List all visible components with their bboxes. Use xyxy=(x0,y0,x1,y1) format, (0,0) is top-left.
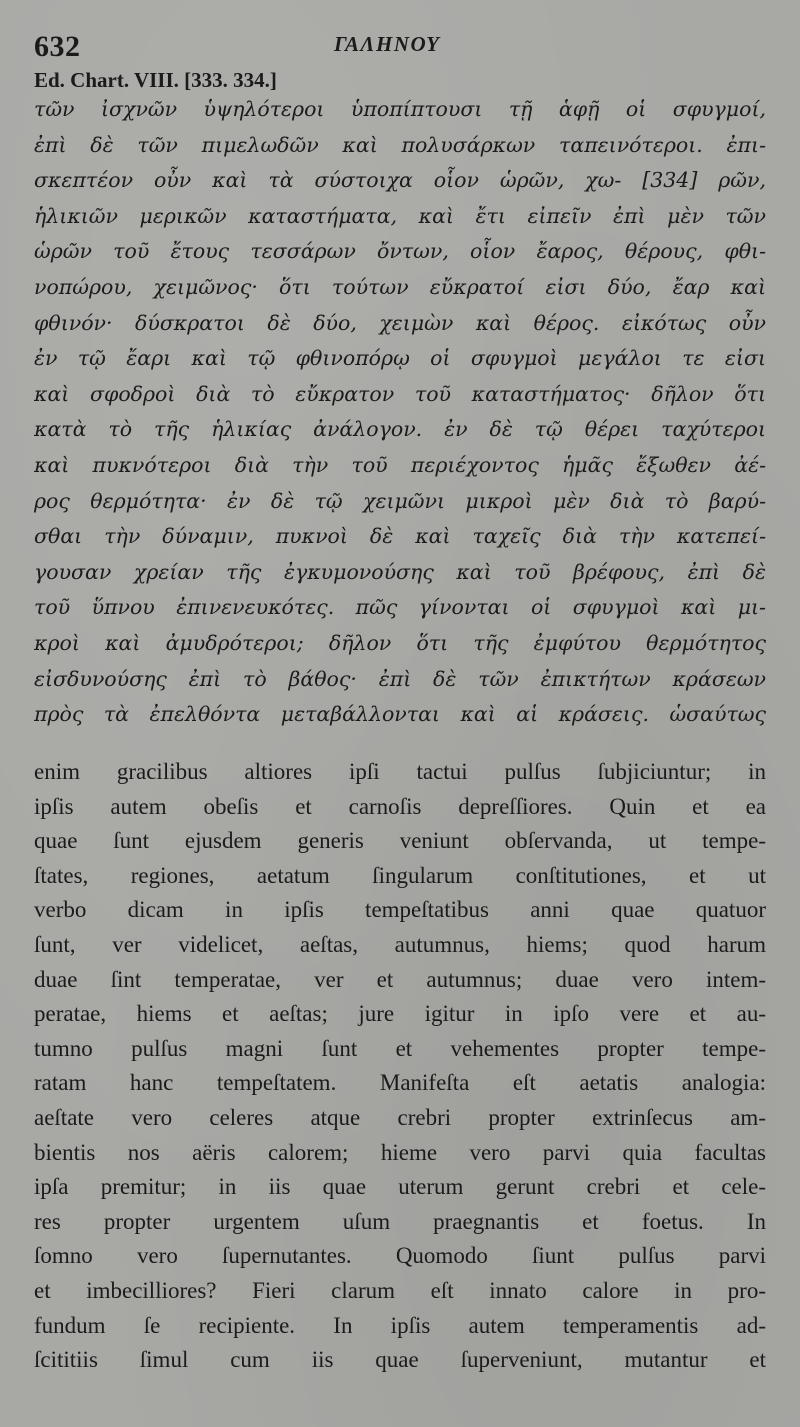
latin-text-line: verbo dicam in ipſis tempeſtatibus anni quae quatuor xyxy=(34,897,766,923)
greek-text-line: φθινόν· δύσκρατοι δὲ δύο, χειμὼν καὶ θέρος. εἰκότως οὖν xyxy=(34,310,766,335)
latin-text-line: ſcititiis ſimul cum iis quae ſuperveniunt, mutantur et xyxy=(34,1347,766,1373)
page-header xyxy=(34,30,764,66)
latin-text-line: ſunt, ver videlicet, aeſtas, autumnus, hiems; quod harum xyxy=(34,931,766,957)
greek-text-line: καὶ πυκνότεροι διὰ τὴν τοῦ περιέχοντος ἡμᾶς ἔξωθεν ἀέ- xyxy=(34,452,766,477)
running-title: ΓΑΛΗΝΟΥ xyxy=(334,32,441,56)
edition-reference: Ed. Chart. VIII. [333. 334.] xyxy=(34,68,277,92)
greek-text-line: γουσαν χρείαν τῆς ἐγκυμονούσης καὶ τοῦ βρέφους, ἐπὶ δὲ xyxy=(34,559,766,584)
greek-text-line: πρὸς τὰ ἐπελθόντα μεταβάλλονται καὶ αἱ κράσεις. ὡσαύτως xyxy=(34,702,766,727)
greek-text-line: τῶν ἰσχνῶν ὑψηλότεροι ὑποπίπτουσι τῇ ἁφῇ οἱ σφυγμοί, xyxy=(34,97,766,121)
latin-text-line: ſomno vero ſupernutantes. Quomodo ſiunt pulſus parvi xyxy=(34,1243,766,1269)
greek-text-line: κροὶ καὶ ἀμυδρότεροι; δῆλον ὅτι τῆς ἐμφύτου θερμότητος xyxy=(34,630,766,655)
greek-text-line: ἐπὶ δὲ τῶν πιμελωδῶν καὶ πολυσάρκων ταπεινότεροι. ἐπι- xyxy=(34,132,766,157)
greek-text-block xyxy=(34,92,766,733)
latin-text-line: ipſa premitur; in iis quae uterum gerunt crebri et cele- xyxy=(34,1174,766,1200)
greek-text-line: ρος θερμότητα· ἐν δὲ τῷ χειμῶνι μικροὶ μὲν διὰ τὸ βαρύ- xyxy=(34,488,766,513)
latin-text-line: ipſis autem obeſis et carnoſis depreſſiores. Quin et ea xyxy=(34,793,766,819)
page-number: 632 xyxy=(34,30,81,63)
greek-text-line: σκεπτέον οὖν καὶ τὰ σύστοιχα οἷον ὡρῶν, χω- [334] ρῶν, xyxy=(34,168,766,193)
greek-text-line: νοπώρου, χειμῶνος· ὅτι τούτων εὔκρατοί εἰσι δύο, ἔαρ καὶ xyxy=(34,274,766,299)
latin-text-line: ratam hanc tempeſtatem. Manifeſta eſt aetatis analogia: xyxy=(34,1070,766,1096)
latin-text-line: tumno pulſus magni ſunt et vehementes propter tempe- xyxy=(34,1035,766,1061)
greek-text-line: ἡλικιῶν μερικῶν καταστήματα, καὶ ἔτι εἰπεῖν ἐπὶ μὲν τῶν xyxy=(34,203,766,228)
greek-text-line: ἐν τῷ ἔαρι καὶ τῷ φθινοπόρῳ οἱ σφυγμοὶ μεγάλοι τε εἰσι xyxy=(34,346,766,371)
latin-text-line: fundum ſe recipiente. In ipſis autem temperamentis ad- xyxy=(34,1312,766,1338)
greek-text-line: σθαι τὴν δύναμιν, πυκνοὶ δὲ καὶ ταχεῖς διὰ τὴν κατεπεί- xyxy=(34,524,766,549)
latin-text-line: peratae, hiems et aeſtas; jure igitur in ipſo vere et au- xyxy=(34,1001,766,1027)
greek-text-line: κατὰ τὸ τῆς ἡλικίας ἀνάλογον. ἐν δὲ τῷ θέρει ταχύτεροι xyxy=(34,417,766,442)
greek-text-line: τοῦ ὕπνου ἐπινενευκότες. πῶς γίνονται οἱ σφυγμοὶ καὶ μι- xyxy=(34,595,766,620)
latin-text-line: ſtates, regiones, aetatum ſingularum conſtitutiones, et ut xyxy=(34,862,766,888)
latin-text-block xyxy=(34,755,766,1378)
latin-text-line: res propter urgentem uſum praegnantis et foetus. In xyxy=(34,1208,766,1234)
greek-text-line: ὡρῶν τοῦ ἔτους τεσσάρων ὄντων, οἷον ἔαρος, θέρους, φθι- xyxy=(34,239,766,264)
latin-text-line: et imbecilliores? Fieri clarum eſt innato calore in pro- xyxy=(34,1277,766,1303)
greek-text-line: καὶ σφοδροὶ διὰ τὸ εὔκρατον τοῦ καταστήματος· δῆλον ὅτι xyxy=(34,381,766,406)
latin-text-line: aeſtate vero celeres atque crebri propter extrinſecus am- xyxy=(34,1104,766,1130)
latin-text-line: duae ſint temperatae, ver et autumnus; duae vero intem- xyxy=(34,966,766,992)
latin-text-line: enim gracilibus altiores ipſi tactui pulſus ſubjiciuntur; in xyxy=(34,759,766,784)
latin-text-line: quae ſunt ejusdem generis veniunt obſervanda, ut tempe- xyxy=(34,828,766,854)
greek-text-line: εἰσδυνούσης ἐπὶ τὸ βάθος· ἐπὶ δὲ τῶν ἐπικτήτων κράσεων xyxy=(34,666,766,691)
latin-text-line: bientis nos aëris calorem; hieme vero parvi quia facultas xyxy=(34,1139,766,1165)
